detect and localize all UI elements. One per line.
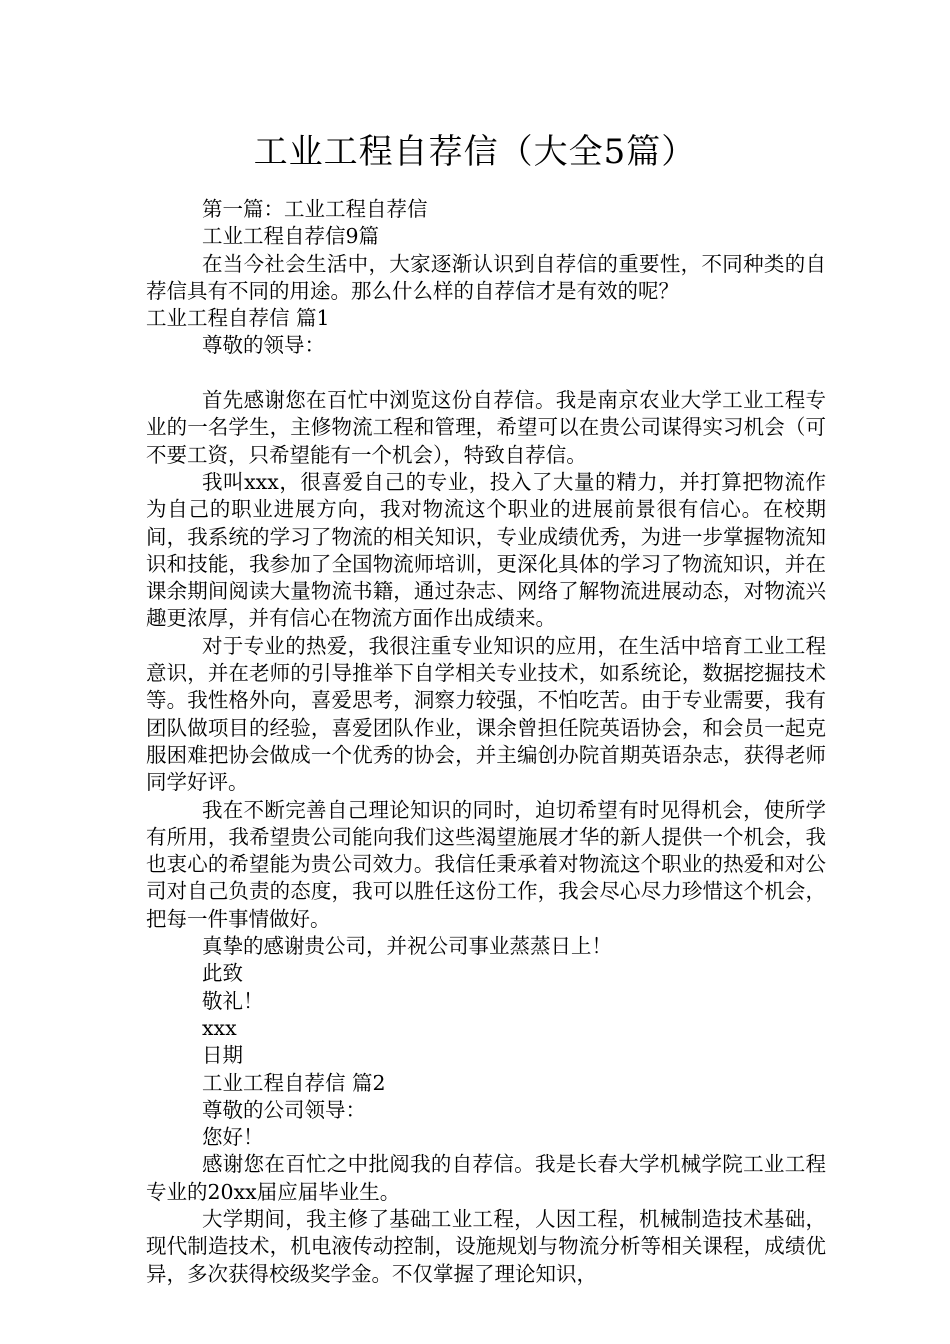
paragraph: 工业工程自荐信 篇2 <box>202 1070 386 1095</box>
paragraph: 您好！ <box>202 1125 264 1150</box>
document-body <box>146 196 826 1288</box>
paragraph: 我在不断完善自己理论知识的同时，迫切希望有时见得机会，使所学有所用，我希望贵公司能向我们这些渴望施展才华的新人提供一个机会，我也衷心的希望能为贵公司效力。我信任秉承着对物流这个职业的热爱和对公司对自己负责的态度，我可以胜任这份工作，我会尽心尽力珍惜这个机会，把每一件事情做好。 <box>146 797 826 931</box>
paragraph: 大学期间，我主修了基础工业工程，人因工程，机械制造技术基础，现代制造技术，机电液传动控制，设施规划与物流分析等相关课程，成绩优异，多次获得校级奖学金。不仅掌握了理论知识， <box>146 1206 826 1286</box>
paragraph: 真挚的感谢贵公司，并祝公司事业蒸蒸日上！ <box>202 934 612 959</box>
paragraph: 此致 <box>202 961 243 986</box>
paragraph: 尊敬的领导： <box>202 333 325 358</box>
paragraph: 感谢您在百忙之中批阅我的自荐信。我是长春大学机械学院工业工程专业的20xx届应届毕业生。 <box>146 1152 826 1204</box>
document-title: 工业工程自荐信（大全5篇） <box>253 132 697 172</box>
paragraph: 尊敬的公司领导： <box>202 1097 366 1122</box>
blank-line <box>146 360 826 387</box>
paragraph: 敬礼！ <box>202 988 264 1013</box>
paragraph: 工业工程自荐信 篇1 <box>146 306 330 331</box>
paragraph: 我叫xxx，很喜爱自己的专业，投入了大量的精力，并打算把物流作为自己的职业进展方向，我对物流这个职业的进展前景很有信心。在校期间，我系统的学习了物流的相关知识，专业成绩优秀，为进一步掌握物流知识和技能，我参加了全国物流师培训，更深化具体的学习了物流知识，并在课余期间阅读大量物流书籍，通过杂志、网络了解物流进展动态，对物流兴趣更浓厚，并有信心在物流方面作出成绩来。 <box>146 469 826 631</box>
paragraph: xxx <box>202 1015 237 1040</box>
paragraph: 日期 <box>202 1043 243 1068</box>
paragraph: 首先感谢您在百忙中浏览这份自荐信。我是南京农业大学工业工程专业的一名学生，主修物流工程和管理，希望可以在贵公司谋得实习机会（可不要工资，只希望能有一个机会），特致自荐信。 <box>146 388 826 467</box>
paragraph: 第一篇：工业工程自荐信 <box>202 197 428 221</box>
paragraph: 工业工程自荐信9篇 <box>202 224 380 249</box>
paragraph: 在当今社会生活中，大家逐渐认识到自荐信的重要性，不同种类的自荐信具有不同的用途。那么什么样的自荐信才是有效的呢？ <box>146 251 826 303</box>
paragraph: 对于专业的热爱，我很注重专业知识的应用，在生活中培育工业工程意识，并在老师的引导推举下自学相关专业技术，如系统论，数据挖掘技术等。我性格外向，喜爱思考，洞察力较强，不怕吃苦。由于专业需要，我有团队做项目的经验，喜爱团队作业，课余曾担任院英语协会，和会员一起克服困难把协会做成一个优秀的协会，并主编创办院首期英语杂志，获得老师同学好评。 <box>146 633 826 795</box>
